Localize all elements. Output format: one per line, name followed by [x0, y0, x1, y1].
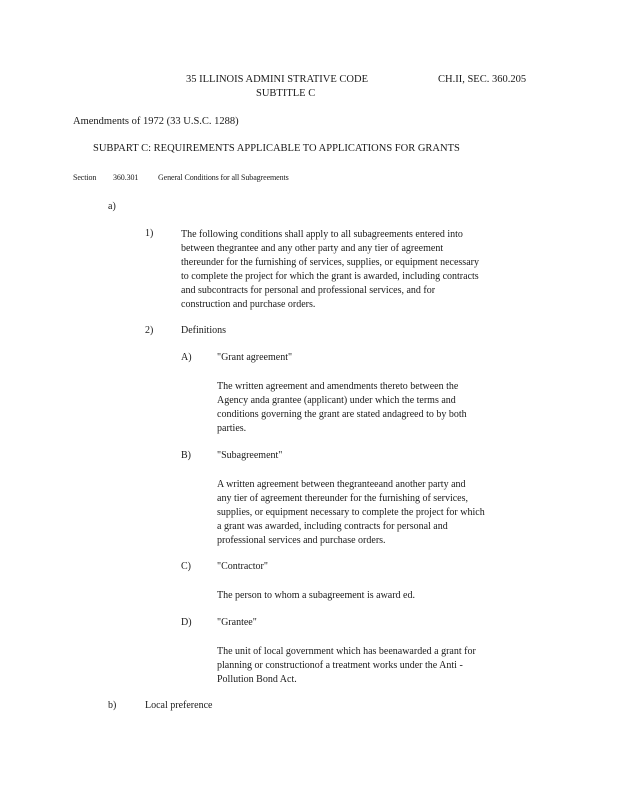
definition-a-line: conditions governing the grant are stated andagreed to by both [217, 409, 467, 420]
definition-b-line: a grant was awarded, including contracts for personal and [217, 521, 448, 532]
definition-d-term: "Grantee" [217, 617, 257, 628]
definition-d-number: D) [181, 617, 192, 628]
subsection-a-label: a) [108, 201, 116, 212]
item-1-line: to complete the project for which the grant is awarded, including contracts [181, 271, 479, 282]
item-1-line: construction and purchase orders. [181, 299, 316, 310]
definition-b-line: supplies, or equipment necessary to complete the project for which [217, 507, 485, 518]
definition-d-line: Pollution Bond Act. [217, 674, 297, 685]
section-number: 360.301 [113, 173, 139, 182]
section-title: General Conditions for all Subagreements [158, 173, 289, 182]
subsection-b-label: Local preference [145, 700, 213, 711]
item-1-line: and subcontracts for personal and professional services, and for [181, 285, 436, 296]
definition-c-line: The person to whom a subagreement is award ed. [217, 590, 415, 601]
definition-c-number: C) [181, 561, 191, 572]
header-code-title: 35 ILLINOIS ADMINI STRATIVE CODE [186, 74, 368, 85]
definition-b-term: "Subagreement" [217, 450, 283, 461]
section-label: Section [73, 173, 97, 182]
definition-d-line: planning or constructionof a treatment works under the Anti - [217, 660, 463, 671]
definition-b-number: B) [181, 450, 191, 461]
item-1-line: thereunder for the furnishing of services, supplies, or equipment necessary [181, 257, 479, 268]
definition-b-line: any tier of agreement thereunder for the furnishing of services, [217, 493, 469, 504]
definition-d-text [217, 645, 532, 687]
item-2-number: 2) [145, 325, 154, 336]
item-1-number: 1) [145, 228, 154, 239]
subsection-b-number: b) [108, 700, 117, 711]
amendments-line: Amendments of 1972 (33 U.S.C. 1288) [73, 116, 239, 127]
header-subtitle: SUBTITLE C [256, 88, 316, 99]
subpart-heading: SUBPART C: REQUIREMENTS APPLICABLE TO APPLICATIONS FOR GRANTS [93, 143, 460, 154]
definition-a-line: parties. [217, 423, 247, 434]
item-1-line: The following conditions shall apply to all subagreements entered into [181, 229, 463, 240]
definition-b-line: professional services and purchase orders. [217, 535, 386, 546]
definition-c-text [217, 589, 517, 603]
item-1-text [181, 228, 533, 312]
definition-c-term: "Contractor" [217, 561, 268, 572]
definition-a-term: "Grant agreement" [217, 352, 293, 363]
header-section-ref: CH.II, SEC. 360.205 [438, 74, 527, 85]
definition-b-line: A written agreement between thegranteeand another party and [217, 479, 466, 490]
definition-a-number: A) [181, 352, 192, 363]
item-1-line: between thegrantee and any other party and any tier of agreement [181, 243, 444, 254]
definition-a-text [217, 380, 517, 436]
definition-a-line: The written agreement and amendments thereto between the [217, 381, 459, 392]
definition-b-text [217, 478, 537, 548]
definition-d-line: The unit of local government which has beenawarded a grant for [217, 646, 476, 657]
definition-a-line: Agency anda grantee (applicant) under which the terms and [217, 395, 456, 406]
item-2-label: Definitions [181, 325, 226, 336]
